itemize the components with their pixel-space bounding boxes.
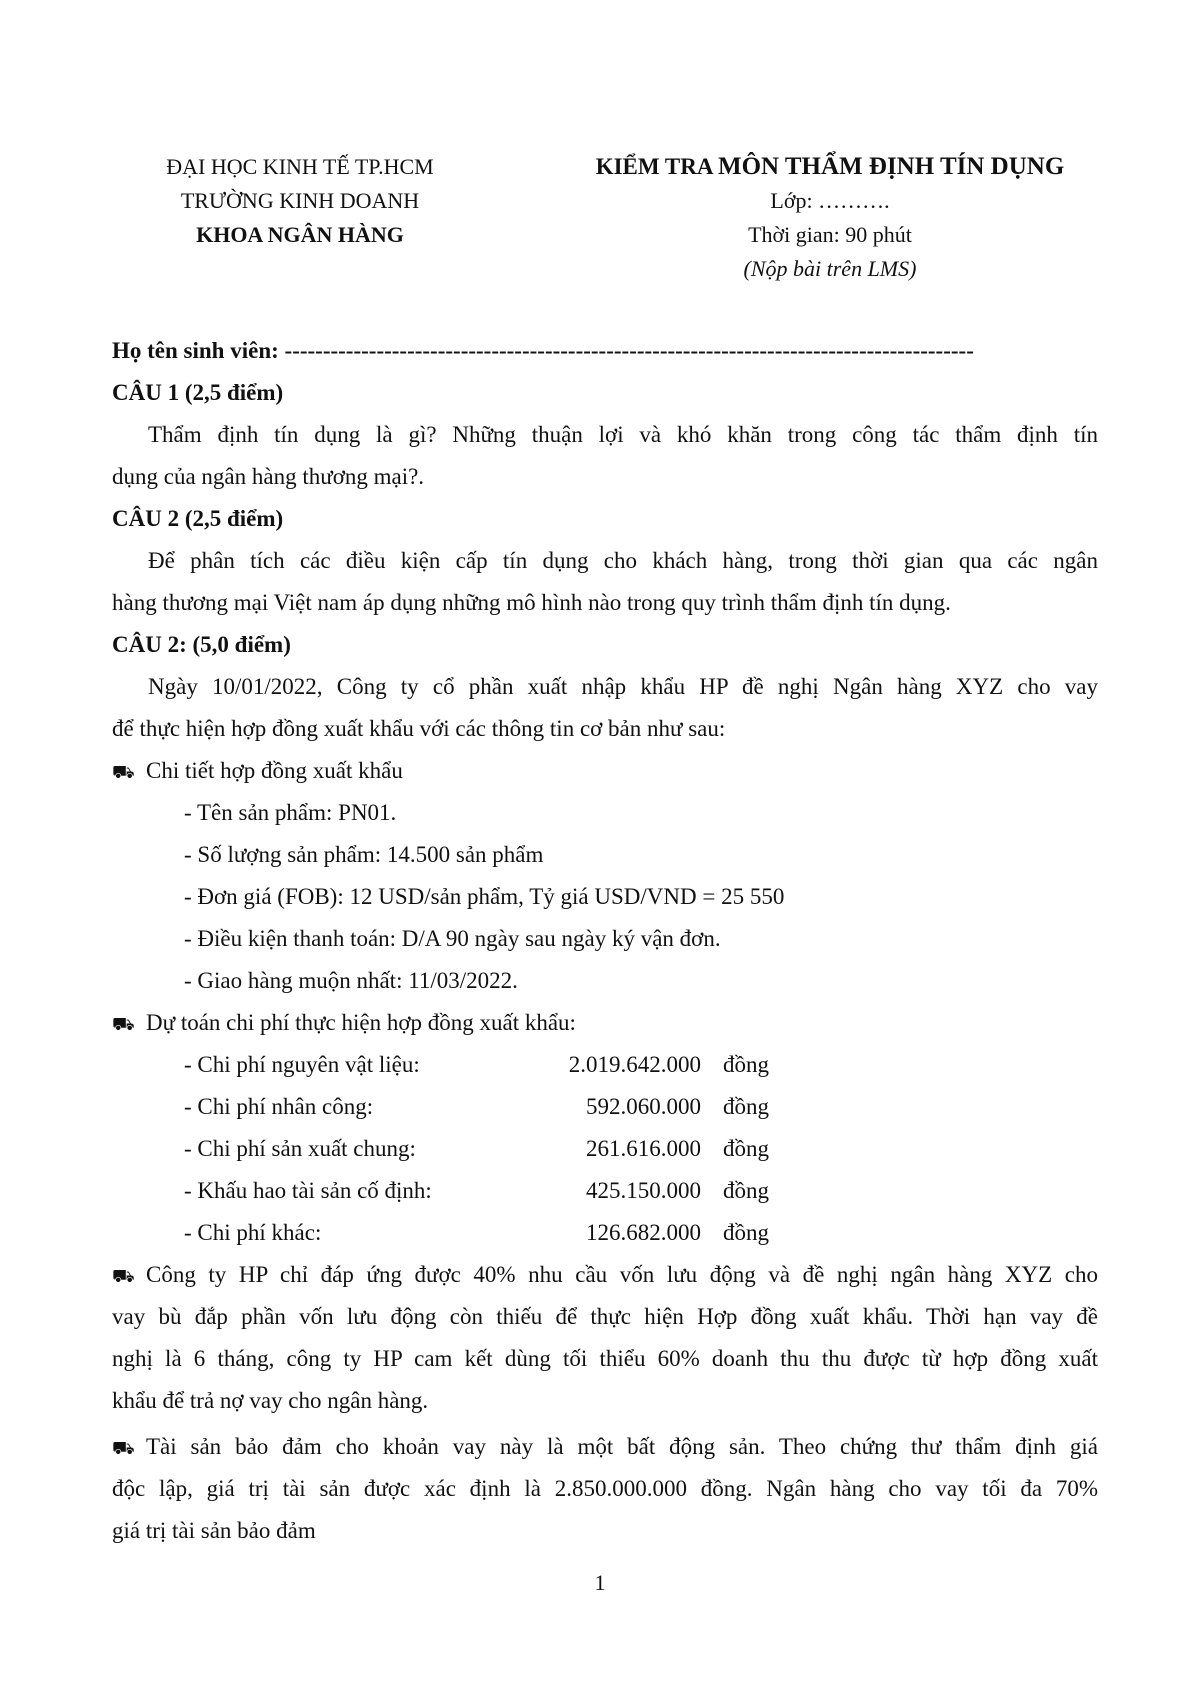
working-capital-line: khẩu để trả nợ vay cho ngân hàng. bbox=[112, 1388, 429, 1413]
cost-label: - Khấu hao tài sản cố định: bbox=[184, 1178, 432, 1203]
contract-item: - Giao hàng muộn nhất: 11/03/2022. bbox=[184, 968, 518, 993]
student-name-dashes: ------------------------------------------------------------------------------------------ bbox=[284, 338, 974, 363]
exam-subject: MÔN THẨM ĐỊNH TÍN DỤNG bbox=[717, 153, 1065, 180]
cost-unit: đồng bbox=[723, 1178, 769, 1203]
student-name-line bbox=[112, 330, 1098, 372]
collateral-line bbox=[112, 1426, 1098, 1468]
exam-body bbox=[112, 330, 1098, 1552]
cost-label: - Chi phí sản xuất chung: bbox=[184, 1136, 416, 1161]
school-name: TRƯỜNG KINH DOANH bbox=[180, 188, 420, 213]
header-exam-info bbox=[570, 150, 1090, 286]
cost-amount: 126.682.000 bbox=[586, 1220, 701, 1245]
collateral-line: giá trị tài sản bảo đảm bbox=[112, 1518, 316, 1543]
cost-label: - Chi phí nguyên vật liệu: bbox=[184, 1052, 420, 1077]
truck-bullet-icon: ⛟ bbox=[112, 1014, 135, 1034]
question-1-heading: CÂU 1 (2,5 điểm) bbox=[112, 380, 284, 405]
working-capital-line: nghị là 6 tháng, công ty HP cam kết dùng tối thiểu 60% doanh thu thu được từ hợp đồng xuất bbox=[112, 1346, 1098, 1371]
working-capital-line bbox=[112, 1254, 1098, 1296]
contract-item: - Số lượng sản phẩm: 14.500 sản phẩm bbox=[184, 842, 544, 867]
class-line: Lớp: ………. bbox=[770, 188, 890, 213]
cost-row bbox=[112, 1044, 1098, 1086]
contract-section-title bbox=[112, 750, 1098, 792]
cost-unit: đồng bbox=[723, 1220, 769, 1245]
cost-section-title bbox=[112, 1002, 1098, 1044]
question-1-line: Thẩm định tín dụng là gì? Những thuận lợi và khó khăn trong công tác thẩm định tín bbox=[148, 422, 1098, 447]
submit-note: (Nộp bài trên LMS) bbox=[743, 256, 917, 281]
page-number: 1 bbox=[594, 1570, 606, 1595]
exam-title bbox=[570, 150, 1090, 184]
contract-item: - Đơn giá (FOB): 12 USD/sản phẩm, Tỷ giá USD/VND = 25 550 bbox=[184, 884, 785, 909]
cost-label: - Chi phí khác: bbox=[184, 1220, 322, 1245]
question-3-intro-line: để thực hiện hợp đồng xuất khẩu với các thông tin cơ bản như sau: bbox=[112, 716, 726, 741]
truck-bullet-icon: ⛟ bbox=[112, 1266, 135, 1286]
question-2-line: Để phân tích các điều kiện cấp tín dụng cho khách hàng, trong thời gian qua các ngân bbox=[148, 548, 1098, 573]
truck-bullet-icon: ⛟ bbox=[112, 762, 135, 782]
cost-unit: đồng bbox=[723, 1094, 769, 1119]
university-name: ĐẠI HỌC KINH TẾ TP.HCM bbox=[166, 154, 434, 179]
cost-unit: đồng bbox=[723, 1136, 769, 1161]
contract-item: - Điều kiện thanh toán: D/A 90 ngày sau ngày ký vận đơn. bbox=[184, 926, 721, 951]
cost-unit: đồng bbox=[723, 1052, 769, 1077]
cost-amount: 592.060.000 bbox=[586, 1094, 701, 1119]
collateral-line: độc lập, giá trị tài sản được xác định là 2.850.000.000 đồng. Ngân hàng cho vay tối đa 70% bbox=[112, 1476, 1098, 1501]
truck-bullet-icon: ⛟ bbox=[112, 1438, 135, 1458]
cost-label: - Chi phí nhân công: bbox=[184, 1094, 374, 1119]
cost-amount: 425.150.000 bbox=[586, 1178, 701, 1203]
time-line: Thời gian: 90 phút bbox=[748, 222, 912, 247]
contract-item: - Tên sản phẩm: PN01. bbox=[184, 800, 397, 825]
exam-prefix: KIỂM TRA bbox=[595, 154, 713, 179]
cost-amount: 261.616.000 bbox=[586, 1136, 701, 1161]
question-3-heading: CÂU 2: (5,0 điểm) bbox=[112, 632, 291, 657]
student-name-label: Họ tên sinh viên: bbox=[112, 338, 279, 363]
question-1-line: dụng của ngân hàng thương mại?. bbox=[112, 464, 425, 489]
question-3-intro-line: Ngày 10/01/2022, Công ty cổ phần xuất nhập khẩu HP đề nghị Ngân hàng XYZ cho vay bbox=[148, 674, 1098, 699]
cost-row bbox=[112, 1170, 1098, 1212]
collateral-text: Tài sản bảo đảm cho khoản vay này là một bất động sản. Theo chứng thư thẩm định giá bbox=[146, 1434, 1098, 1459]
cost-title-text: Dự toán chi phí thực hiện hợp đồng xuất khẩu: bbox=[146, 1010, 576, 1035]
question-2-line: hàng thương mại Việt nam áp dụng những mô hình nào trong quy trình thẩm định tín dụng. bbox=[112, 590, 951, 615]
working-capital-line: vay bù đắp phần vốn lưu động còn thiếu để thực hiện Hợp đồng xuất khẩu. Thời hạn vay đề bbox=[112, 1304, 1098, 1329]
question-2-heading: CÂU 2 (2,5 điểm) bbox=[112, 506, 284, 531]
contract-title-text: Chi tiết hợp đồng xuất khẩu bbox=[146, 758, 403, 783]
cost-row bbox=[112, 1086, 1098, 1128]
working-capital-text: Công ty HP chỉ đáp ứng được 40% nhu cầu vốn lưu động và đề nghị ngân hàng XYZ cho bbox=[146, 1262, 1098, 1287]
cost-row bbox=[112, 1212, 1098, 1254]
faculty-name: KHOA NGÂN HÀNG bbox=[196, 222, 404, 247]
cost-row bbox=[112, 1128, 1098, 1170]
cost-amount: 2.019.642.000 bbox=[568, 1052, 701, 1077]
header-institution bbox=[110, 150, 490, 252]
